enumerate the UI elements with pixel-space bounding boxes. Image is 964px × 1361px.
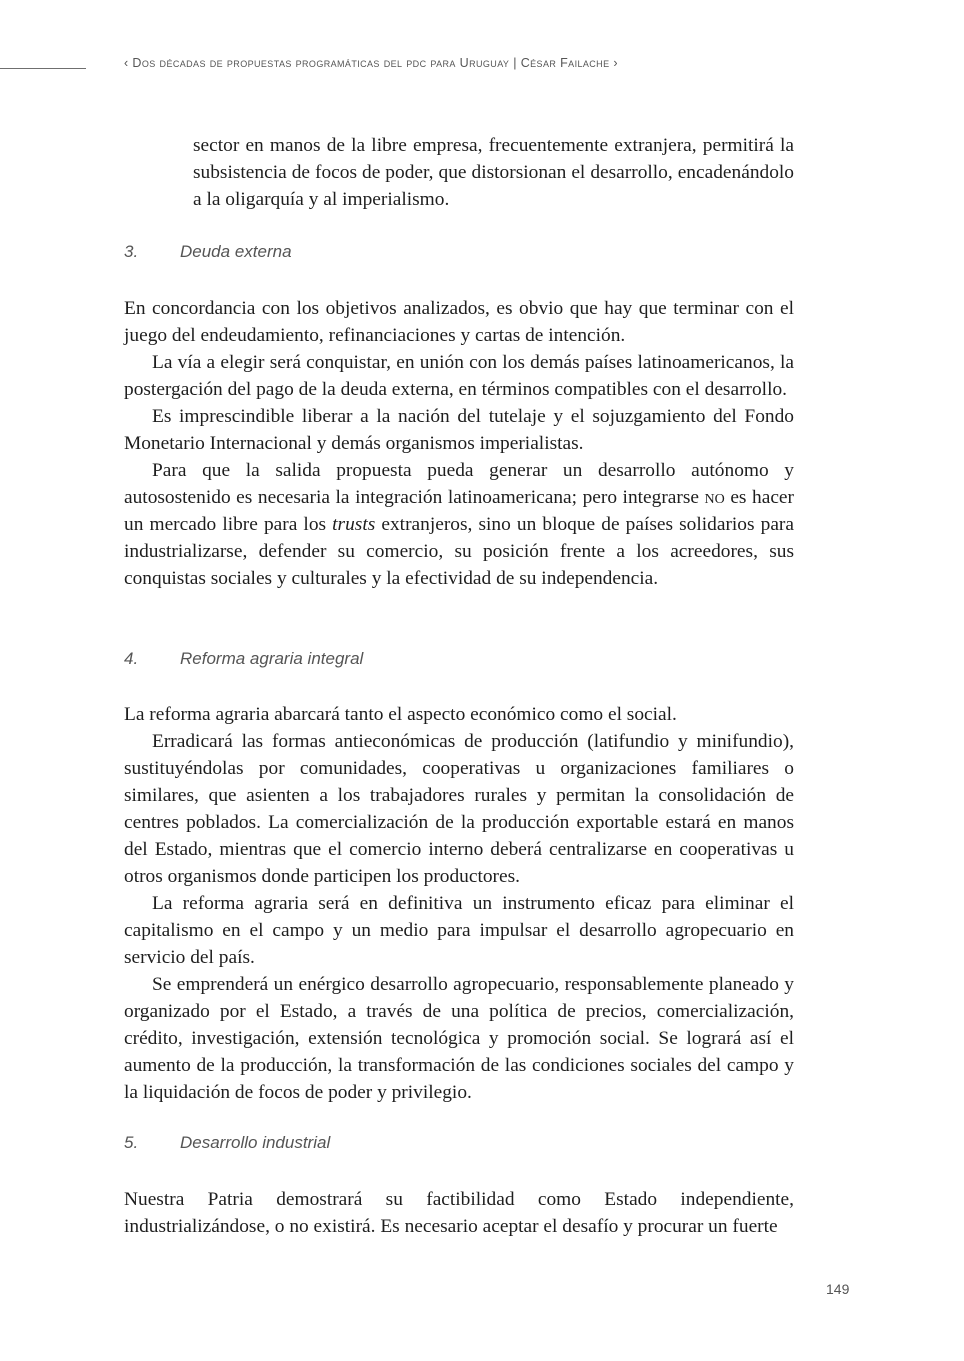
running-head: ‹ Dos décadas de propuestas programáticas del pdc para Uruguay | César Failache › <box>124 56 618 70</box>
header-rule <box>0 68 86 69</box>
paragraph: La reforma agraria será en definitiva un instrumento eficaz para eliminar el capitalismo en el campo y un medio para impulsar el desarrollo agropecuario en servicio del país. <box>124 893 794 968</box>
italic-term: trusts <box>332 514 376 535</box>
paragraph: Es imprescindible liberar a la nación del tutelaje y el sojuzgamiento del Fondo Monetario Internacional y demás organismos imperialistas. <box>124 406 794 454</box>
section-number: 4. <box>124 649 139 668</box>
section-body-reforma-agraria <box>124 701 794 1106</box>
paragraph-integracion <box>124 457 794 592</box>
section-body-deuda-externa <box>124 295 794 592</box>
paragraph: La vía a elegir será conquistar, en unión con los demás países latinoamericanos, la postergación del pago de la deuda externa, en términos compatibles con el desarrollo. <box>124 352 794 400</box>
paragraph: Se emprenderá un enérgico desarrollo agropecuario, responsablemente planeado y organizado por el Estado, a través de una política de precios, comercialización, crédito, investigación, extensión tecnológica y promoción social. Se logrará así el aumento de la producción, la transformación de las condiciones sociales del campo y la liquidación de focos de poder y privilegio. <box>124 974 794 1103</box>
paragraph: La reforma agraria abarcará tanto el aspecto económico como el social. <box>124 704 677 725</box>
section-heading-deuda-externa <box>124 242 292 262</box>
section-title: Desarrollo industrial <box>180 1133 331 1152</box>
emphasis-no: no <box>704 487 725 508</box>
text-run: Para que la salida propuesta pueda generar un desarrollo autónomo y autosostenido es necesaria la integración latinoamericana; pero integrarse <box>124 460 794 508</box>
paragraph: Erradicará las formas antieconómicas de producción (latifundio y minifundio), sustituyéndolas por comunidades, cooperativas u organizaciones familiares o similares, que asienten a los trabajadores rurales y permitan la consolidación de centres poblados. La comercialización de la producción exportable estará en manos del Estado, mientras que el comercio interno deberá centralizarse en cooperativas u otros organismos donde participen los productores. <box>124 731 794 887</box>
page-number: 149 <box>826 1281 850 1297</box>
text-run: extranjeros, sino un bloque de países solidarios para industrializarse, defender su comercio, su posición frente a los acreedores, sus conquistas sociales y culturales y la efectividad de su independencia. <box>124 514 794 589</box>
section-number: 3. <box>124 242 139 261</box>
quote-paragraph: sector en manos de la libre empresa, frecuentemente extranjera, permitirá la subsistencia de focos de poder, que distorsionan el desarrollo, encadenándolo a la oligarquía y al imperialismo. <box>193 135 794 210</box>
paragraph: Nuestra Patria demostrará su factibilidad como Estado independiente, industrializándose, o no existirá. Es necesario aceptar el desafío y procurar un fuerte <box>124 1189 794 1237</box>
quote-continuation <box>193 132 794 213</box>
section-title: Deuda externa <box>180 242 292 261</box>
section-heading-desarrollo-industrial <box>124 1133 330 1153</box>
paragraph: En concordancia con los objetivos analizados, es obvio que hay que terminar con el juego del endeudamiento, refinanciaciones y cartas de intención. <box>124 298 794 346</box>
section-heading-reforma-agraria <box>124 649 363 669</box>
section-number: 5. <box>124 1133 139 1152</box>
section-title: Reforma agraria integral <box>180 649 364 668</box>
section-body-desarrollo-industrial <box>124 1186 794 1240</box>
text-run: es hacer un mercado libre para los <box>124 487 794 535</box>
